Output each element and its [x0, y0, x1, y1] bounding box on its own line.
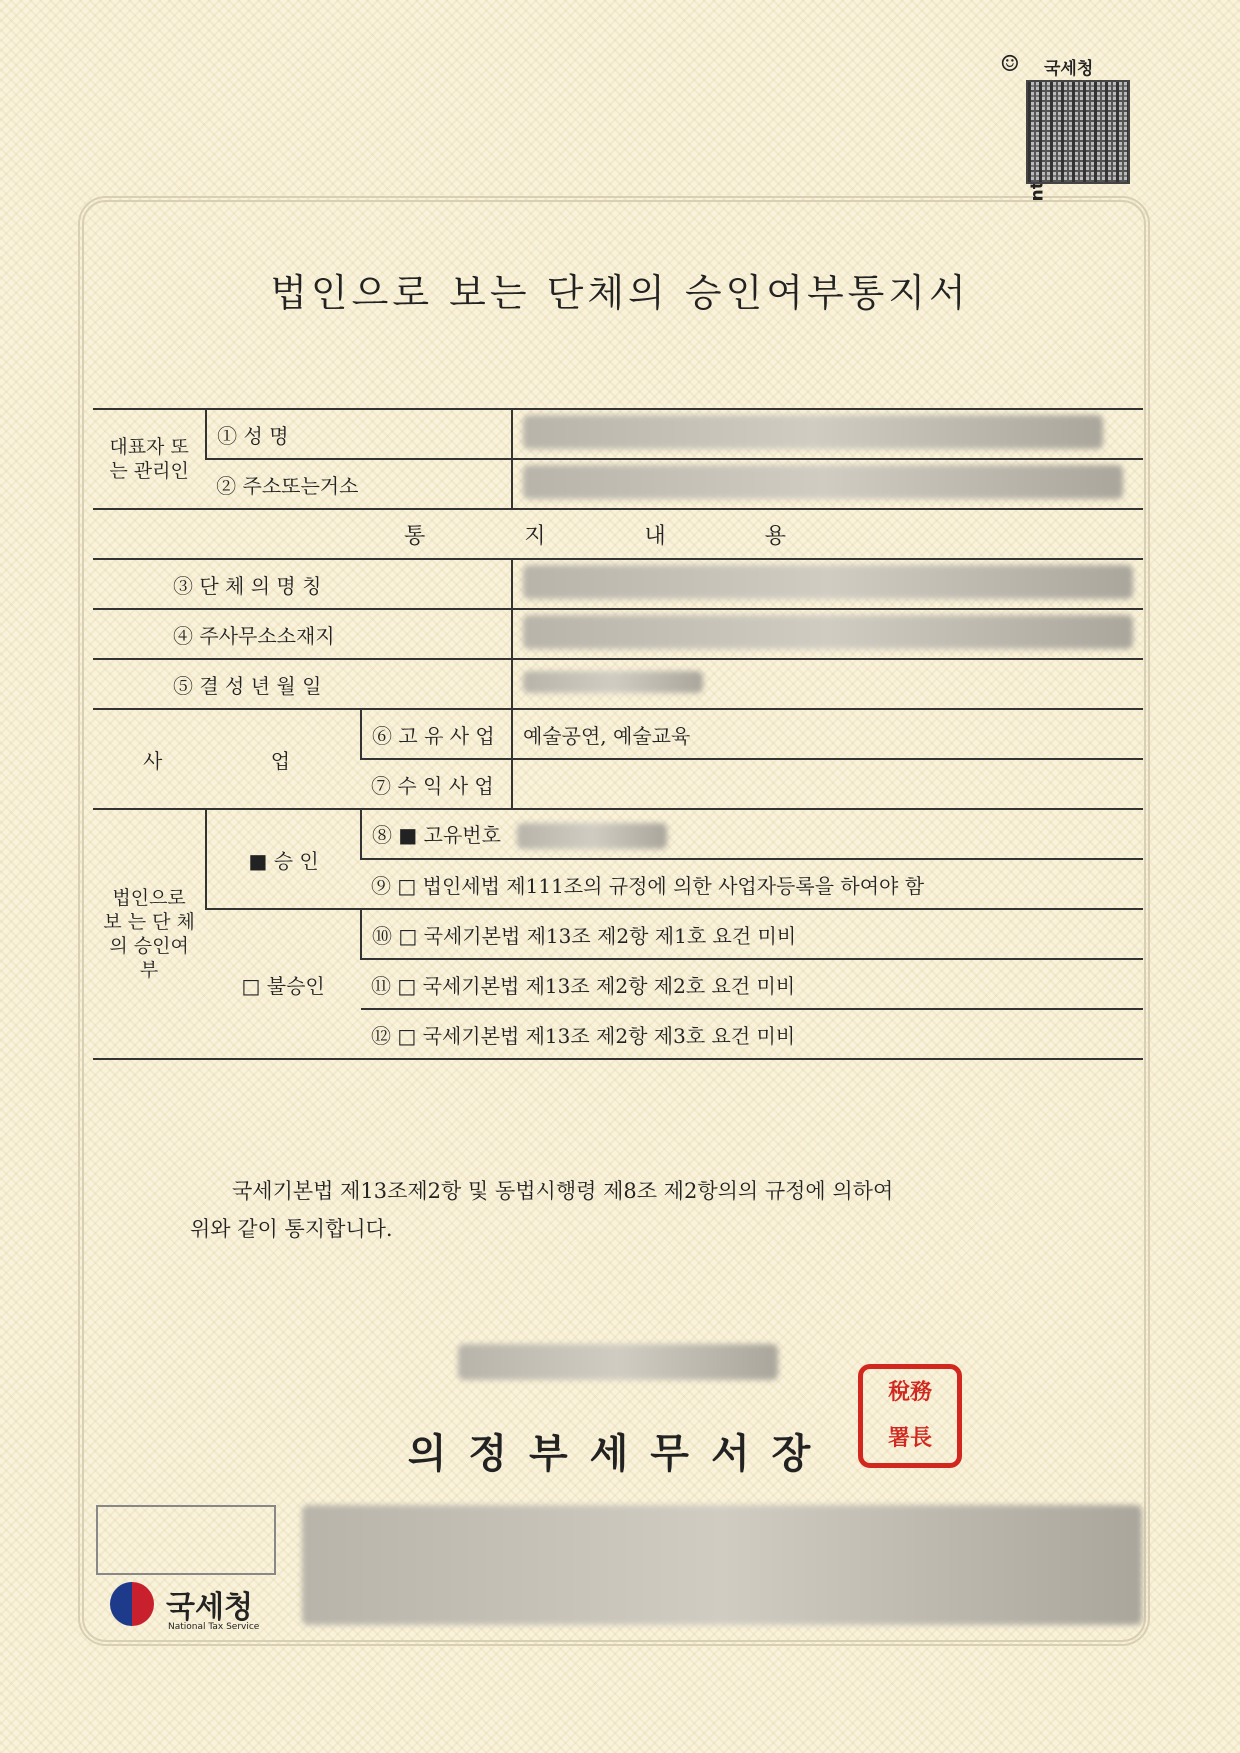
footer-info-redacted — [302, 1505, 1142, 1625]
nts-logo-name: 국세청 — [166, 1590, 253, 1625]
seal-line-1: 稅務 — [887, 1379, 932, 1405]
notice-body-line2: 위와 같이 통지합니다. — [190, 1217, 393, 1241]
group-name-label: ③ 단 체 의 명 칭 — [93, 559, 512, 609]
office-address-value — [512, 609, 1143, 659]
nts-short-name: 국세청 — [1044, 59, 1094, 79]
nts-logo-english: National Tax Service — [168, 1622, 260, 1632]
approval-option-8 — [361, 809, 1143, 859]
signer-title: 의정부세무서장 — [407, 1431, 833, 1477]
business-label — [93, 709, 361, 809]
group-name-value — [512, 559, 1143, 609]
business-label-left: 사 — [143, 748, 163, 773]
nts-emblem-icon — [110, 1582, 154, 1626]
approval-option-12: ⑫ □ 국세기본법 제13조 제2항 제3호 요건 미비 — [361, 1009, 1143, 1059]
office-address-label: ④ 주사무소소재지 — [93, 609, 512, 659]
profit-business-label: ⑦ 수 익 사 업 — [361, 759, 512, 809]
inherent-business-value: 예술공연, 예술교육 — [512, 709, 1143, 759]
document-title: 법인으로 보는 단체의 승인여부통지서 — [270, 271, 970, 315]
issue-date-redacted — [458, 1344, 778, 1380]
address-label: ② 주소또는거소 — [206, 459, 512, 509]
profit-business-value — [512, 759, 1143, 809]
approved-label: ■ 승 인 — [206, 809, 361, 909]
footer-stamp-box — [96, 1505, 276, 1575]
approval-option-8-text: ⑧ ■ 고유번호 — [372, 822, 501, 847]
official-seal — [858, 1364, 962, 1468]
founded-date-value — [512, 659, 1143, 709]
notice-body-line1: 국세기본법 제13조제2항 및 동법시행령 제8조 제2항의의 규정에 의하여 — [232, 1179, 894, 1203]
seal-line-2: 署長 — [887, 1425, 932, 1451]
approval-group-label: 법인으로 보 는 단 체 의 승인여부 — [93, 809, 206, 1059]
notice-table — [93, 408, 1143, 1060]
representative-label: 대표자 또 는 관리인 — [93, 409, 206, 509]
notice-content-header: 통 지 내 용 — [93, 509, 1143, 559]
approval-option-10: ⑩ □ 국세기본법 제13조 제2항 제1호 요건 미비 — [361, 909, 1143, 959]
qr-code — [1026, 80, 1130, 184]
name-label: ① 성 명 — [206, 409, 512, 459]
name-value — [512, 409, 1143, 459]
inherent-business-label: ⑥ 고 유 사 업 — [361, 709, 512, 759]
address-value — [512, 459, 1143, 509]
nts-qr-header — [1000, 52, 1140, 192]
notice-body — [190, 1172, 1070, 1248]
nts-mascot-icon: ☺ — [1000, 52, 1020, 77]
business-label-right: 업 — [270, 748, 291, 773]
rejected-label: □ 불승인 — [206, 909, 361, 1059]
founded-date-label: ⑤ 결 성 년 월 일 — [93, 659, 512, 709]
approval-option-9: ⑨ □ 법인세법 제111조의 규정에 의한 사업자등록을 하여야 함 — [361, 859, 1143, 909]
approval-option-11: ⑪ □ 국세기본법 제13조 제2항 제2호 요건 미비 — [361, 959, 1143, 1009]
